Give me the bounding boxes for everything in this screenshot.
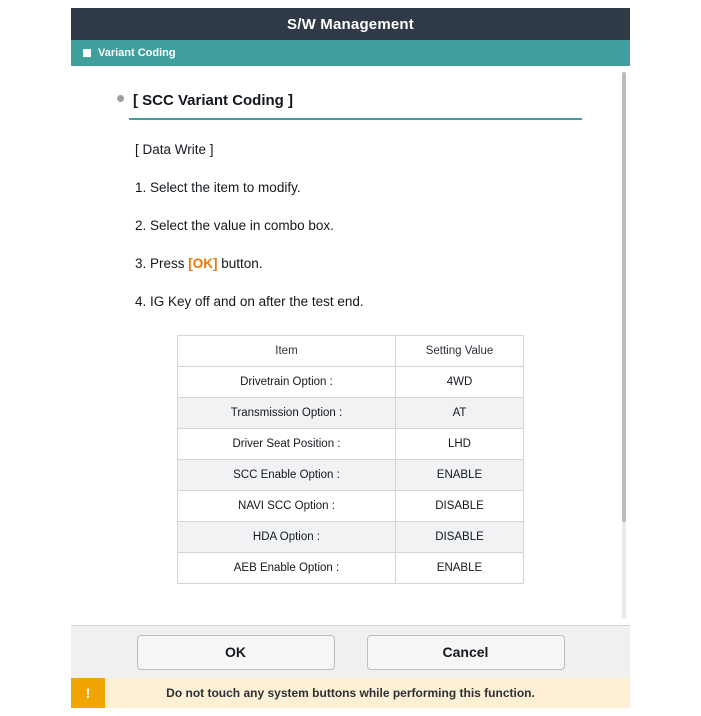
instruction-step-3 <box>135 256 600 271</box>
heading-divider <box>129 118 582 120</box>
instruction-step-2: 2. Select the value in combo box. <box>135 218 334 233</box>
warning-icon: ! <box>71 678 105 708</box>
ok-button[interactable]: OK <box>137 635 335 670</box>
coding-table-body <box>178 367 524 584</box>
cell-item: AEB Enable Option : <box>178 553 396 584</box>
warning-bar <box>71 678 630 708</box>
data-write-label: [ Data Write ] <box>135 142 214 157</box>
cell-value[interactable]: ENABLE <box>395 460 523 491</box>
cell-value[interactable]: ENABLE <box>395 553 523 584</box>
column-header-setting-value: Setting Value <box>395 336 523 367</box>
square-marker-icon <box>83 49 91 57</box>
scrollbar-thumb[interactable] <box>622 72 626 522</box>
cell-value[interactable]: LHD <box>395 429 523 460</box>
cancel-button[interactable]: Cancel <box>367 635 565 670</box>
cell-item: SCC Enable Option : <box>178 460 396 491</box>
page-title: S/W Management <box>287 15 414 33</box>
cell-item: HDA Option : <box>178 522 396 553</box>
instruction-step-1: 1. Select the item to modify. <box>135 180 301 195</box>
cell-item: Drivetrain Option : <box>178 367 396 398</box>
breadcrumb-label: Variant Coding <box>98 47 176 59</box>
breadcrumb <box>71 40 630 66</box>
cell-item: Transmission Option : <box>178 398 396 429</box>
table-row[interactable] <box>178 398 524 429</box>
section-heading: [ SCC Variant Coding ] <box>133 92 294 109</box>
coding-table-wrap <box>177 335 524 584</box>
cell-item: NAVI SCC Option : <box>178 491 396 522</box>
table-row[interactable] <box>178 429 524 460</box>
warning-message: Do not touch any system buttons while performing this function. <box>166 686 535 700</box>
coding-table <box>177 335 524 584</box>
bullet-icon <box>117 95 124 102</box>
instruction-step-4: 4. IG Key off and on after the test end. <box>135 294 364 309</box>
table-row[interactable] <box>178 460 524 491</box>
step3-prefix: 3. Press <box>135 256 189 271</box>
footer-button-bar <box>71 625 630 678</box>
table-header-row <box>178 336 524 367</box>
column-header-item: Item <box>178 336 396 367</box>
table-row[interactable] <box>178 553 524 584</box>
section-heading-row <box>117 92 600 109</box>
table-row[interactable] <box>178 491 524 522</box>
cell-item: Driver Seat Position : <box>178 429 396 460</box>
cell-value[interactable]: 4WD <box>395 367 523 398</box>
scroll-area[interactable] <box>71 66 630 625</box>
sw-management-window <box>71 8 630 708</box>
step3-suffix: button. <box>217 256 263 271</box>
cell-value[interactable]: DISABLE <box>395 491 523 522</box>
content-panel <box>71 66 630 625</box>
step3-ok-highlight: [OK] <box>188 256 218 271</box>
cell-value[interactable]: DISABLE <box>395 522 523 553</box>
cell-value[interactable]: AT <box>395 398 523 429</box>
table-row[interactable] <box>178 522 524 553</box>
table-row[interactable] <box>178 367 524 398</box>
window-title-bar <box>71 8 630 40</box>
